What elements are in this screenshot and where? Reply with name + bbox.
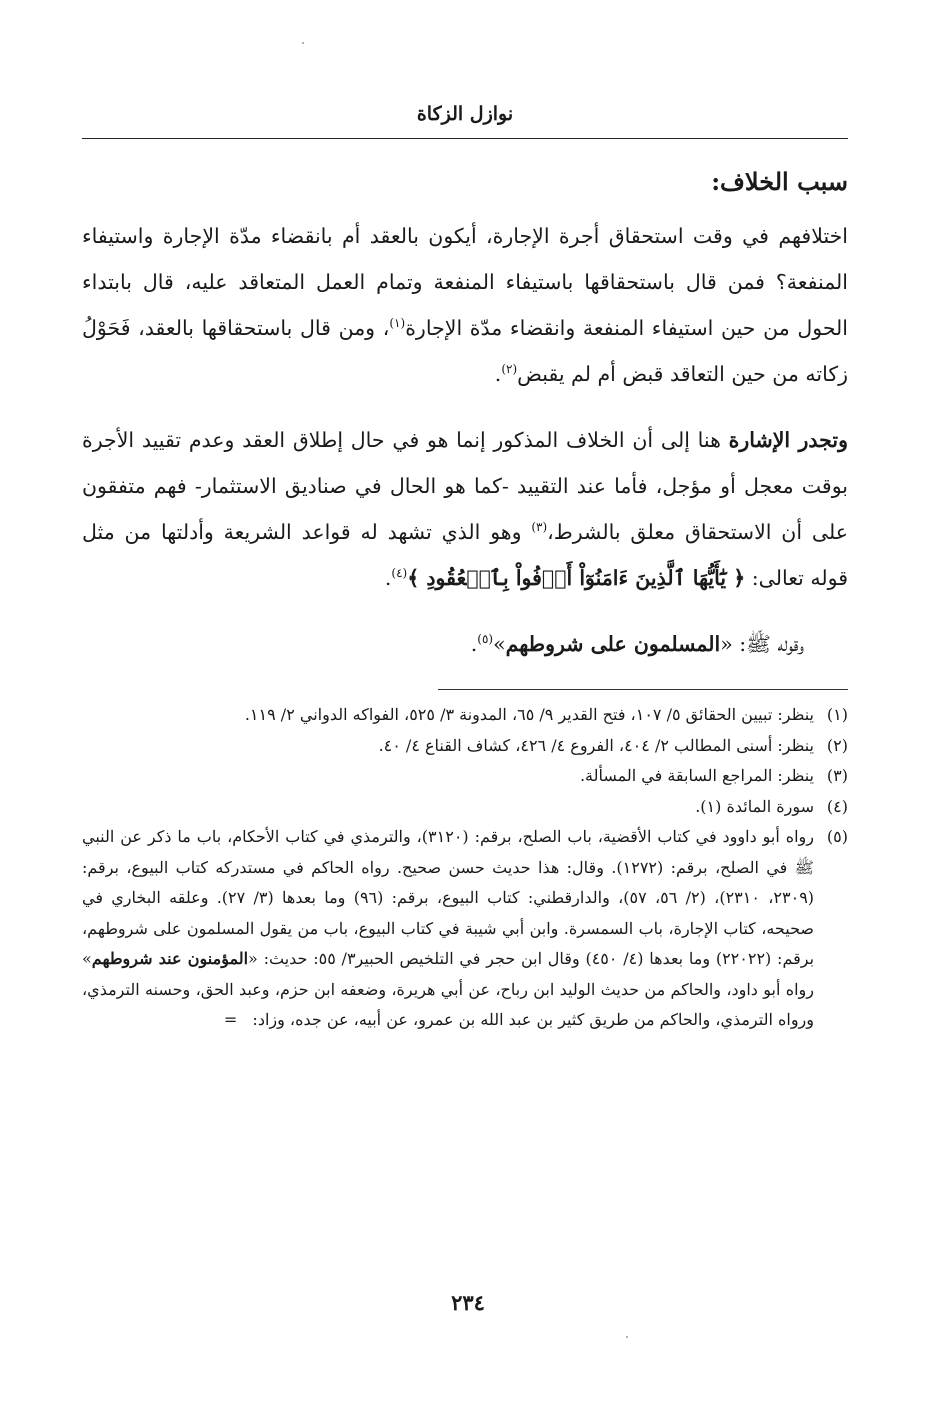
- paragraph-text: ، ومن قال باستحقاقها بالعقد، فَحَوْلُ زكاته من حين التعاقد قبض أم لم يقبض: [82, 316, 848, 386]
- footnote-3: [82, 761, 848, 792]
- paragraph-text: وقوله ﷺ: «: [720, 632, 804, 656]
- paragraph-end: .: [494, 362, 502, 386]
- section-heading: سبب الخلاف:: [711, 167, 848, 196]
- paragraph-end: .: [470, 632, 478, 656]
- page-number: ٢٣٤: [451, 1290, 485, 1315]
- quran-bracket-open: ﴿: [733, 566, 746, 590]
- footnote-text: سورة المائدة (١).: [695, 796, 814, 816]
- running-header: نوازل الزكاة: [416, 103, 514, 125]
- paragraph-disagreement-cause: [82, 213, 848, 397]
- footnote-ref-5[interactable]: (٥): [477, 632, 494, 647]
- quran-bracket-close: ﴾: [407, 566, 420, 590]
- footnote-text: ينظر: تبيين الحقائق ٥/ ١٠٧، فتح القدير ٩/ ٦٥، المدونة ٣/ ٥٢٥، الفواكه الدواني ٢/ ١١٩.: [244, 705, 814, 724]
- footnote-number: (٤): [826, 796, 848, 816]
- continuation-mark: =: [223, 1010, 238, 1029]
- footnote-number: (٢): [826, 735, 848, 755]
- hadith-text: المسلمون على شروطهم: [505, 632, 721, 656]
- footnote-1: [82, 700, 848, 731]
- footnote-text: ينظر: المراجع السابقة في المسألة.: [579, 766, 814, 785]
- footnote-2: [82, 731, 848, 762]
- footnote-5: [82, 822, 848, 1036]
- paragraph-text: اختلافهم في وقت استحقاق أجرة الإجارة، أيكون بالعقد أم بانقضاء مدّة الإجارة واستيفاء المنفعة؟ فمن قال باستحقاقها باستيفاء المنفعة وتمام العمل المتعاقد عليه، قال بابتداء الحول من حين استيفاء المنفعة وانقضاء مدّة الإجارة: [82, 224, 848, 340]
- paragraph-hadith: [82, 621, 848, 667]
- scan-speck: [626, 1336, 628, 1338]
- paragraph-text: هنا إلى أن الخلاف المذكور إنما هو في حال إطلاق العقد وعدم تقييد الأجرة بوقت معجل أو مؤجل، فأما عند التقييد -كما هو الحال في صناديق الاستثمار- فهم متفقون على أن الاستحقاق معلق بالشرط،: [82, 428, 848, 544]
- footnote-number: (١): [826, 705, 848, 724]
- footnote-ref-1[interactable]: (١): [389, 316, 406, 331]
- footnote-rule: [438, 689, 848, 690]
- footnote-ref-2[interactable]: (٢): [501, 362, 518, 377]
- footnote-text: » رواه أبو داود، والحاكم من حديث الوليد ابن رباح، عن أبي هريرة، وضعفه ابن حزم، وعبد الحق، وحسنه الترمذي، ورواه الترمذي، والحاكم من طريق كثير بن عبد الله بن عمرو، عن أبيه، عن جده، وزاد:: [82, 949, 814, 1029]
- footnote-hadith: المؤمنون عند شروطهم: [91, 949, 249, 968]
- scan-speck: [302, 42, 304, 44]
- footnote-4: [82, 792, 848, 823]
- paragraph-end: .: [384, 566, 392, 590]
- footnote-number: (٥): [826, 827, 848, 846]
- footnote-ref-4[interactable]: (٤): [391, 566, 408, 581]
- paragraph-lead: وتجدر الإشارة: [728, 428, 848, 452]
- footnote-text: رواه أبو داوود في كتاب الأقضية، باب الصلح، برقم: (٣١٢٠)، والترمذي في كتاب الأحكام، باب ما ذكر عن النبي ﷺ في الصلح، برقم: (١٢٧٢). وقال: هذا حديث حسن صحيح. رواه الحاكم في مستدركه كتاب البيوع، برقم: (٢٣٠٩، ٢٣١٠)، (٢/ ٥٦، ٥٧)، والدارقطني: كتاب البيوع، برقم: (٩٦) وما بعدها (٣/ ٢٧). وعلقه البخاري في صحيحه، كتاب الإجارة، باب السمسرة. وابن أبي شيبة في كتاب البيوع، باب من يقول المسلمون على شروطهم، برقم: (٢٢٠٢٢) وما بعدها (٤/ ٤٥٠) وقال ابن حجر في التلخيص الحبير٣/ ٥٥: حديث: «: [82, 827, 815, 968]
- footnote-ref-3[interactable]: (٣): [531, 520, 548, 535]
- quote-close: »: [493, 632, 506, 656]
- footnote-number: (٣): [826, 766, 848, 785]
- footnote-text: ينظر: أسنى المطالب ٢/ ٤٠٤، الفروع ٤/ ٤٢٦، كشاف القناع ٤/ ٤٠.: [378, 735, 814, 755]
- paragraph-note: [82, 417, 848, 601]
- book-page: [82, 100, 848, 1036]
- header-rule: [82, 138, 848, 139]
- footnotes-list: [82, 700, 848, 1036]
- paragraph-text: وهو الذي تشهد له قواعد الشريعة وأدلتها من مثل قوله تعالى:: [82, 520, 848, 590]
- quran-verse: يَٰٓأَيُّهَا ٱلَّذِينَ ءَامَنُوٓاْ أَوۡفُواْ بِٱلۡعُقُودِ: [419, 566, 734, 590]
